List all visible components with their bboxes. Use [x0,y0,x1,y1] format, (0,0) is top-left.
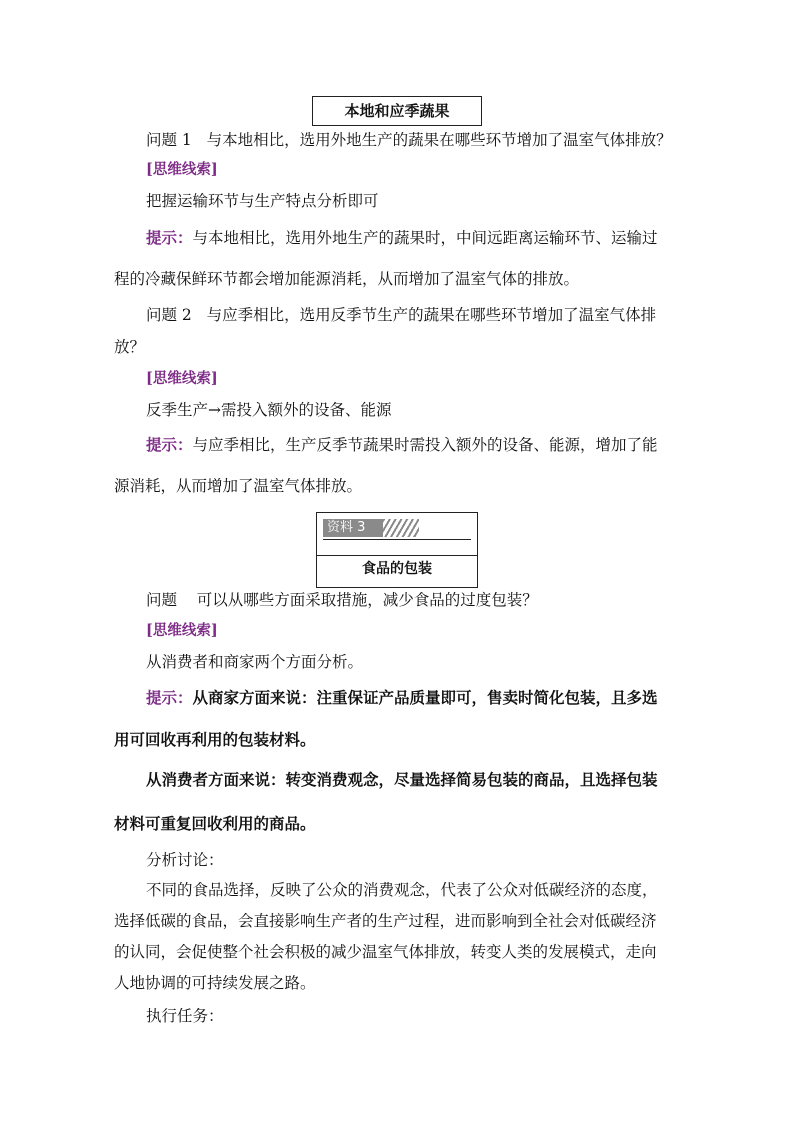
question-2-clue: 反季生产→需投入额外的设备、能源 [146,401,392,419]
question-3-hint [146,687,658,709]
material-3-tag: 资料 3 [323,519,383,537]
question-3-hint-line2: 用可回收再利用的包装材料。 [114,730,316,749]
question-3-hint-label: 提示： [146,688,193,707]
stripe-decoration [383,519,419,537]
question-2-clue-label: [思维线索] [146,370,218,387]
material-3-divider [317,555,477,556]
discussion-line1: 不同的食品选择，反映了公众的消费观念，代表了公众对低碳经济的态度， [146,881,658,899]
question-2-hint-line1: 与应季相比，生产反季节蔬果时需投入额外的设备、能源，增加了能 [192,436,658,454]
question-1-label: 问题 1 [146,131,192,149]
section-title-box: 本地和应季蔬果 [312,96,482,126]
question-1-hint-line1: 与本地相比，选用外地生产的蔬果时，中间远距离运输环节、运输过 [192,229,658,247]
question-1-text: 与本地相比，选用外地生产的蔬果在哪些环节增加了温室气体排放？ [206,131,672,149]
question-3-hint2-line2: 材料可重复回收利用的商品。 [114,814,316,833]
question-3 [146,589,538,611]
task-label: 执行任务： [146,1007,224,1025]
material-3-header [323,519,471,540]
question-3-clue-label: [思维线索] [146,622,218,639]
question-3-label: 问题 [146,591,178,609]
question-2-hint [146,434,658,456]
question-3-clue: 从消费者和商家两个方面分析。 [146,653,364,671]
question-3-text: 可以从哪些方面采取措施，减少食品的过度包装？ [196,591,538,609]
discussion-line3: 的认同，会促使整个社会积极的减少温室气体排放，转变人类的发展模式，走向 [114,943,657,961]
discussion-label: 分析讨论： [146,851,224,869]
question-3-hint2-line1: 从消费者方面来说：转变消费观念，尽量选择简易包装的商品，且选择包装 [146,770,658,789]
material-3-title: 食品的包装 [362,561,432,577]
question-2 [146,304,656,326]
question-2-text-line2: 放？ [114,338,146,356]
question-1-hint-label: 提示： [146,228,193,247]
question-3-hint-line1: 从商家方面来说：注重保证产品质量即可，售卖时简化包装，且多选 [192,688,658,707]
material-3-box [316,512,478,588]
question-2-hint-label: 提示： [146,435,193,454]
discussion-line4: 人地协调的可持续发展之路。 [114,974,316,992]
question-1-hint [146,227,658,249]
question-2-label: 问题 2 [146,306,192,324]
question-2-text-line1: 与应季相比，选用反季节生产的蔬果在哪些环节增加了温室气体排 [206,306,657,324]
question-2-hint-line2: 源消耗，从而增加了温室气体排放。 [114,477,363,495]
question-1-hint-line2: 程的冷藏保鲜环节都会增加能源消耗，从而增加了温室气体的排放。 [114,270,580,288]
question-1-clue-label: [思维线索] [146,161,218,178]
discussion-line2: 选择低碳的食品，会直接影响生产者的生产过程，进而影响到全社会对低碳经济 [114,912,657,930]
question-1 [146,129,672,151]
question-1-clue: 把握运输环节与生产特点分析即可 [146,192,379,210]
